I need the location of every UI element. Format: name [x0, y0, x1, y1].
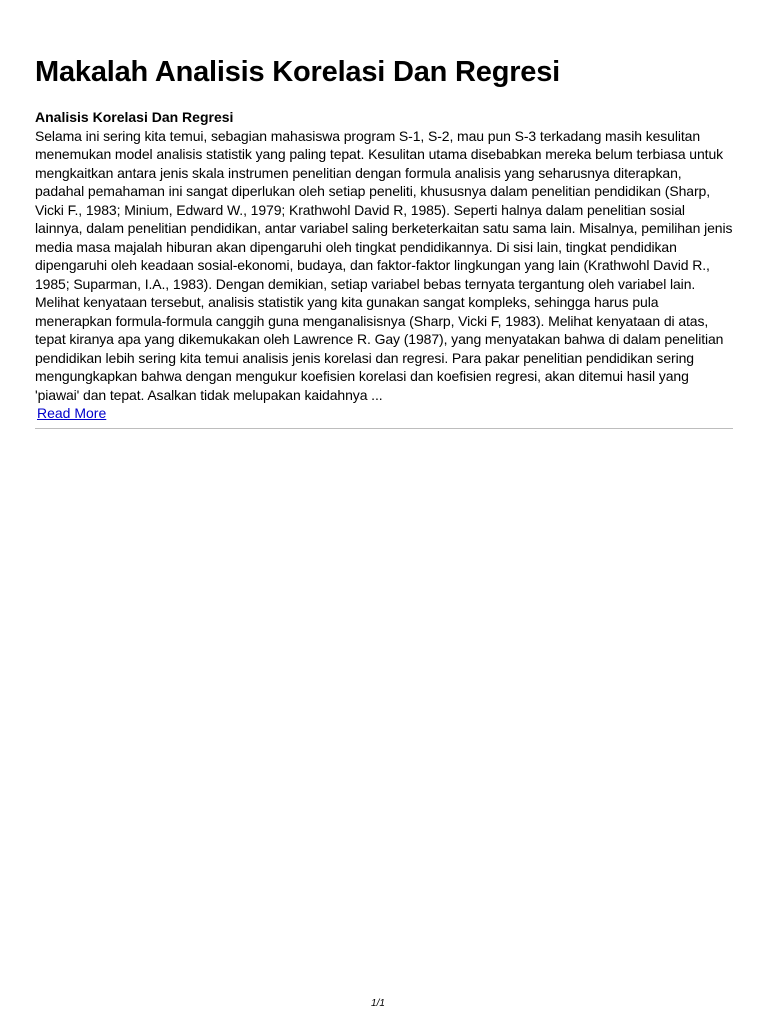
- article: [35, 108, 733, 429]
- divider: [35, 428, 733, 429]
- article-body: Selama ini sering kita temui, sebagian mahasiswa program S-1, S-2, mau pun S-3 terkadang masih kesulitan menemukan model analisis statistik yang paling tepat. Kesulitan utama disebabkan mereka belum terbiasa untuk mengkaitkan antara jenis skala instrumen penelitian dengan formula analisis yang seharusnya diterapkan, padahal pemahaman ini sangat diperlukan oleh setiap peneliti, khususnya dalam penelitian pendidikan (Sharp, Vicki F., 1983; Minium, Edward W., 1979; Krathwohl David R, 1985). Seperti halnya dalam penelitian sosial lainnya, dalam penelitian pendidikan, antar variabel saling berketerkaitan satu sama lain. Misalnya, pemilihan jenis media masa majalah hiburan akan dipengaruhi oleh tingkat pendidikannya. Di sisi lain, tingkat pendidikan dipengaruhi oleh keadaan sosial-ekonomi, budaya, dan faktor-faktor lingkungan yang lain (Krathwohl David R., 1985; Suparman, I.A., 1983). Dengan demikian, setiap variabel bebas ternyata tergantung oleh variabel lain. Melihat kenyataan tersebut, analisis statistik yang kita gunakan sangat kompleks, sehingga harus pula menerapkan formula-formula canggih guna menganalisisnya (Sharp, Vicki F, 1983). Melihat kenyataan di atas, tepat kiranya apa yang dikemukakan oleh Lawrence R. Gay (1987), yang menyatakan bahwa di dalam penelitian pendidikan lebih sering kita temui analisis jenis korelasi dan regresi. Para pakar penelitian pendidikan sering mengungkapkan bahwa dengan mengukur koefisien korelasi dan koefisien regresi, akan ditemui hasil yang 'piawai' dan tepat. Asalkan tidak melupakan kaidahnya ...: [35, 127, 733, 403]
- page-number: 1/1: [371, 998, 385, 1009]
- article-heading: Analisis Korelasi Dan Regresi: [35, 109, 234, 125]
- page-title: Makalah Analisis Korelasi Dan Regresi: [35, 56, 561, 88]
- read-more-link[interactable]: Read More: [37, 405, 107, 421]
